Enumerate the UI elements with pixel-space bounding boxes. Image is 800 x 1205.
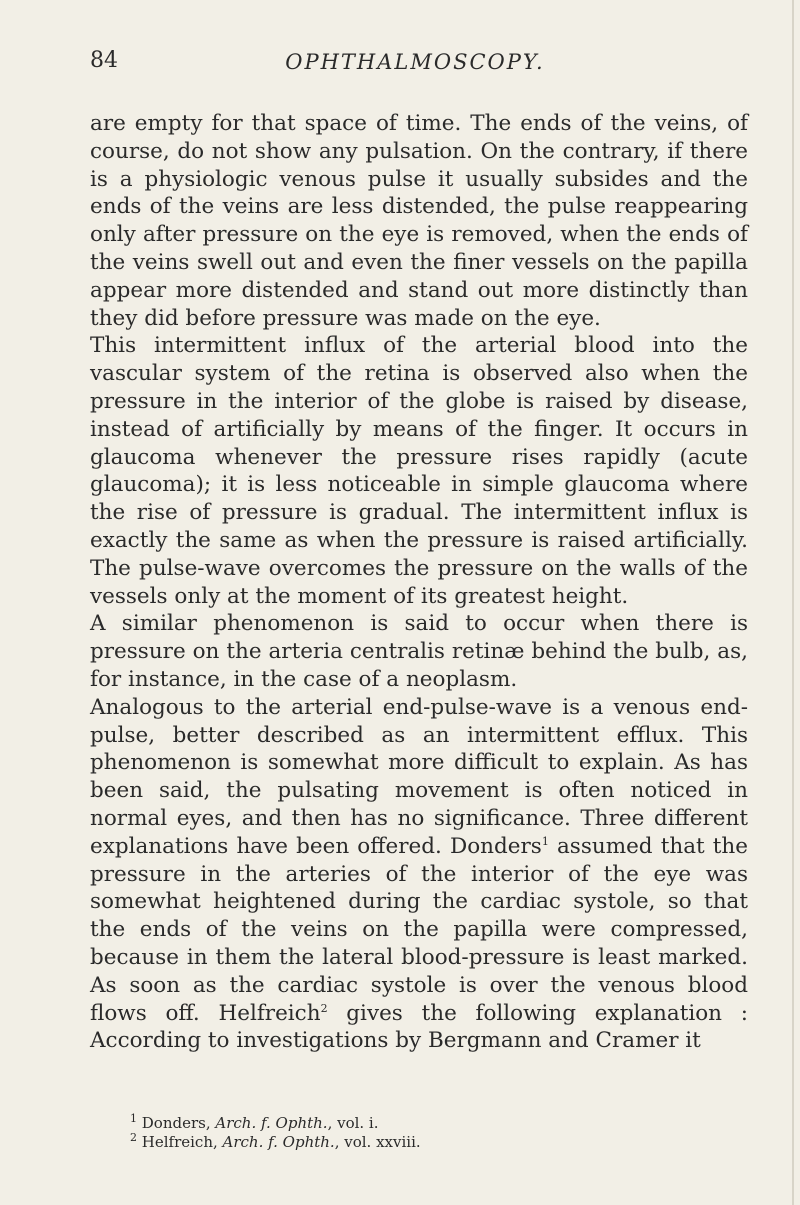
page-number: 84 — [90, 48, 118, 73]
paragraph — [90, 694, 748, 1055]
footnote-author: Helfreich, — [141, 1133, 223, 1151]
paragraph-text: gives the following explanation : According to investigations by Bergmann and Cramer it — [90, 1000, 749, 1054]
footnote-number: 2 — [130, 1131, 137, 1144]
page-header — [90, 48, 740, 88]
footnote-ref: 2 — [320, 1001, 328, 1015]
running-title: OPHTHALMOSCOPY. — [285, 50, 545, 74]
author-donders: Donders — [450, 833, 542, 859]
paragraph: are empty for that space of time. The ends of the veins, of course, do not show any pulsation. On the contrary, if there is a physiologic venous pulse it usually subsides and the ends of the veins are less distended, the pulse reappearing only after pressure on the eye is removed, when the ends of the veins swell out and even the finer vessels on the papilla appear more distended and stand out more distinctly than they did before pressure was made on the eye. — [90, 111, 748, 331]
footnote-journal: Arch. f. Ophth. — [222, 1133, 335, 1151]
paragraph: This intermittent influx of the arterial blood into the vascular system of the retina is observed also when the pressure in the interior of the globe is raised by disease, instead of artificially by means of the finger. It occurs in glaucoma whenever the pressure rises rapidly (acute glaucoma); it is less noticeable in simple glaucoma where the rise of pressure is gradual. The intermittent influx is exactly the same as when the pressure is raised artificially. The pulse-wave overcomes the pressure on the walls of the vessels only at the moment of its greatest height. — [90, 333, 748, 609]
body-text — [90, 110, 748, 1055]
footnote — [130, 1133, 690, 1152]
footnote-volume: , vol. xxviii. — [334, 1133, 421, 1151]
paragraph: A similar phenomenon is said to occur when there is pressure on the arteria centralis retinæ behind the bulb, as, for instance, in the case of a neoplasm. — [90, 611, 748, 692]
footnote-ref: 1 — [541, 834, 549, 848]
footnote-number: 1 — [130, 1112, 137, 1125]
footnote-author: Donders, — [141, 1114, 216, 1132]
footnote-volume: , vol. i. — [327, 1114, 379, 1132]
paragraph-text: assumed that the pressure in the arteries of the interior of the eye was somewhat heightened during the cardiac systole, so that the ends of the veins on the papilla were compressed, because in them the lateral blood-pressure is least marked. As soon as the cardiac systole is over the venous blood flows off. Helfreich — [90, 833, 748, 1026]
page-edge-line — [792, 0, 794, 1205]
paragraph-text: Analogous to the arterial end-pulse-wave is a venous end-pulse, better described as an intermittent efflux. This phenomenon is somewhat more difficult to explain. As has been said, the pulsating movement is often noticed in normal eyes, and then has no significance. Three different explanations have been offered. — [90, 694, 748, 859]
footnote — [130, 1114, 690, 1133]
footnote-journal: Arch. f. Ophth. — [215, 1114, 328, 1132]
footnotes — [130, 1114, 690, 1152]
